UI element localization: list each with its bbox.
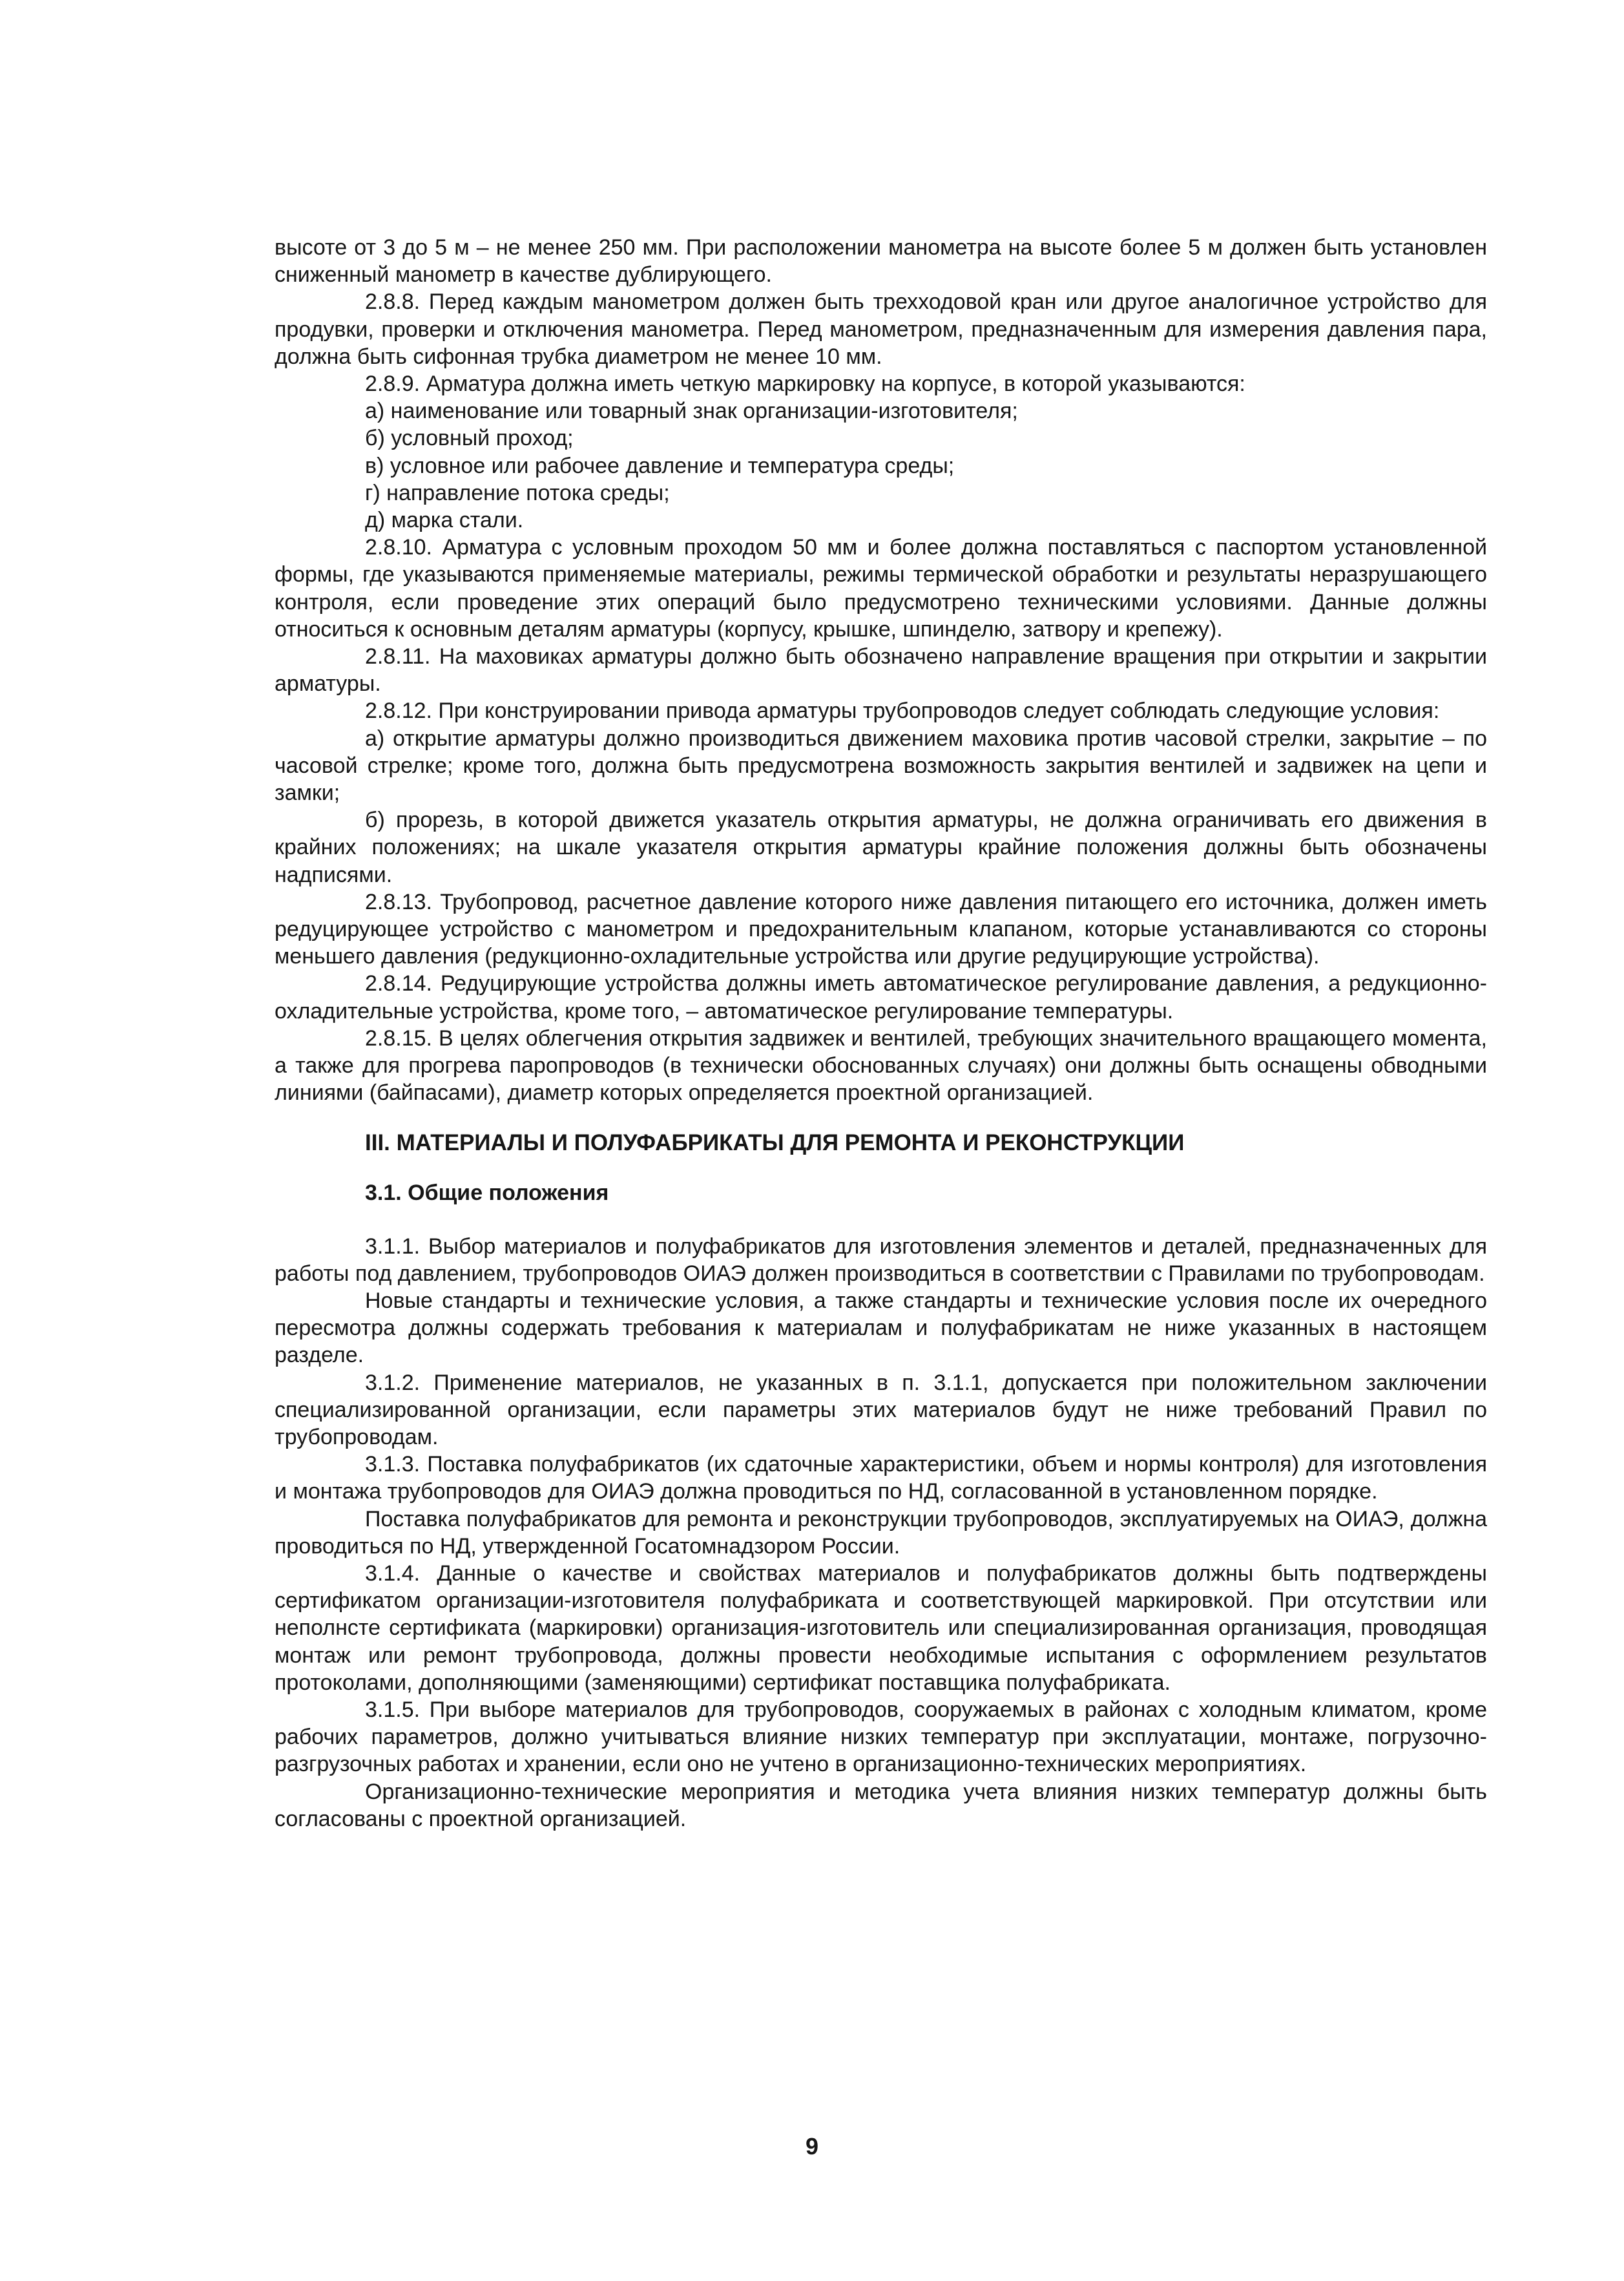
paragraph-2-8-12-a: а) открытие арматуры должно производиться движением маховика против часовой стрелки, закрытие – по часовой стрелке; кроме того, должна быть предусмотрена возможность закрытия вентилей и задвижек на цепи и замки; [275,726,1487,806]
paragraph-3-1-4: 3.1.4. Данные о качестве и свойствах материалов и полуфабрикатов должны быть подтверждены сертификатом организации-изготовителя полуфабриката и соответствующей маркировкой. При отсутствии или неполнсте сертификата (маркировки) организация-изготовитель или специализированная организация, проводящая монтаж или ремонт трубопровода, должны провести необходимые испытания с оформлением результатов протоколами, дополняющими (заменяющими) сертификат поставщика полуфабриката. [275,1561,1487,1695]
paragraph-3-1-2: 3.1.2. Применение материалов, не указанных в п. 3.1.1, допускается при положительном заключении специализированной организации, если параметры этих материалов будут не ниже требований Правил по трубопроводам. [275,1370,1487,1449]
section-heading: III. МАТЕРИАЛЫ И ПОЛУФАБРИКАТЫ ДЛЯ РЕМОНТА И РЕКОНСТРУКЦИИ [365,1130,1185,1155]
paragraph-2-8-8: 2.8.8. Перед каждым манометром должен быть трехходовой кран или другое аналогичное устройство для продувки, проверки и отключения манометра. Перед манометром, предназначенным для измерения давления пара, должна быть сифонная трубка диаметром не менее 10 мм. [275,289,1487,369]
paragraph-2-8-12: 2.8.12. При конструировании привода арматуры трубопроводов следует соблюдать следующие условия: [365,699,1440,724]
paragraph-2-8-15: 2.8.15. В целях облегчения открытия задвижек и вентилей, требующих значительного вращающего момента, а также для прогрева паропроводов (в технически обоснованных случаях) они должны быть оснащены обводными линиями (байпасами), диаметр которых определяется проектной организацией. [275,1025,1487,1106]
list-item-g: г) направление потока среды; [365,480,670,505]
paragraph-3-1-1: 3.1.1. Выбор материалов и полуфабрикатов для изготовления элементов и деталей, предназначенных для работы под давлением, трубопроводов ОИАЭ должен производиться в соответствии с Правилами по трубопроводам. [275,1234,1487,1286]
paragraph-2-8-12-b: б) прорезь, в которой движется указатель открытия арматуры, не должна ограничивать его движения в крайних положениях; на шкале указателя открытия арматуры крайние положения должны быть обозначены надписями. [275,808,1487,887]
list-item-v: в) условное или рабочее давление и температура среды; [365,453,955,478]
paragraph-2-8-10: 2.8.10. Арматура с условным проходом 50 мм и более должна поставляться с паспортом установленной формы, где указываются применяемые материалы, режимы термической обработки и результаты неразрушающего контроля, если проведение этих операций было предусмотрено техническими условиями. Данные должны относиться к основным деталям арматуры (корпусу, крышке, шпинделю, затвору и крепежу). [275,535,1487,642]
paragraph-continuation: высоте от 3 до 5 м – не менее 250 мм. При расположении манометра на высоте более 5 м должен быть установлен сниженный манометр в качестве дублирующего. [275,235,1487,288]
list-item-b: б) условный проход; [365,426,574,451]
heading-spacer [275,1207,1487,1233]
paragraph-2-8-13: 2.8.13. Трубопровод, расчетное давление которого ниже давления питающего его источника, должен иметь редуцирующее устройство с манометром и предохранительным клапаном, которые устанавливаются со стороны меньшего давления (редукционно-охладительные устройства или другие редуцирующие устройства). [275,889,1487,969]
paragraph-3-1-5: 3.1.5. При выборе материалов для трубопроводов, сооружаемых в районах с холодным климатом, кроме рабочих параметров, должно учитываться влияние низких температур при эксплуатации, монтаже, погрузочно-разгрузочных работах и хранении, если оно не учтено в организационно-технических мероприятиях. [275,1697,1487,1777]
paragraph-2-8-11: 2.8.11. На маховиках арматуры должно быть обозначено направление вращения при открытии и закрытии арматуры. [275,644,1487,697]
page-body [275,234,1487,1833]
paragraph-3-1-3: 3.1.3. Поставка полуфабрикатов (их сдаточные характеристики, объем и нормы контроля) для изготовления и монтажа трубопроводов для ОИАЭ должна проводиться по НД, согласованной в установленном порядке. [275,1452,1487,1504]
list-item-a: а) наименование или товарный знак организации-изготовителя; [365,399,1018,424]
paragraph-2-8-9: 2.8.9. Арматура должна иметь четкую маркировку на корпусе, в которой указываются: [365,372,1245,397]
paragraph-supply-repair: Поставка полуфабрикатов для ремонта и реконструкции трубопроводов, эксплуатируемых на ОИАЭ, должна проводиться по НД, утвержденной Госатомнадзором России. [275,1506,1487,1559]
paragraph-2-8-14: 2.8.14. Редуцирующие устройства должны иметь автоматическое регулирование давления, а редукционно-охладительные устройства, кроме того, – автоматическое регулирование температуры. [275,971,1487,1024]
subsection-heading: 3.1. Общие положения [365,1180,609,1205]
paragraph-org-measures: Организационно-технические мероприятия и методика учета влияния низких температур должны быть согласованы с проектной организацией. [275,1779,1487,1831]
paragraph-new-standards: Новые стандарты и технические условия, а также стандарты и технические условия после их очередного пересмотра должны содержать требования к материалам и полуфабрикатам не ниже указанных в настоящем разделе. [275,1288,1487,1368]
list-item-d: д) марка стали. [365,508,524,533]
page-number: 9 [805,2133,819,2160]
